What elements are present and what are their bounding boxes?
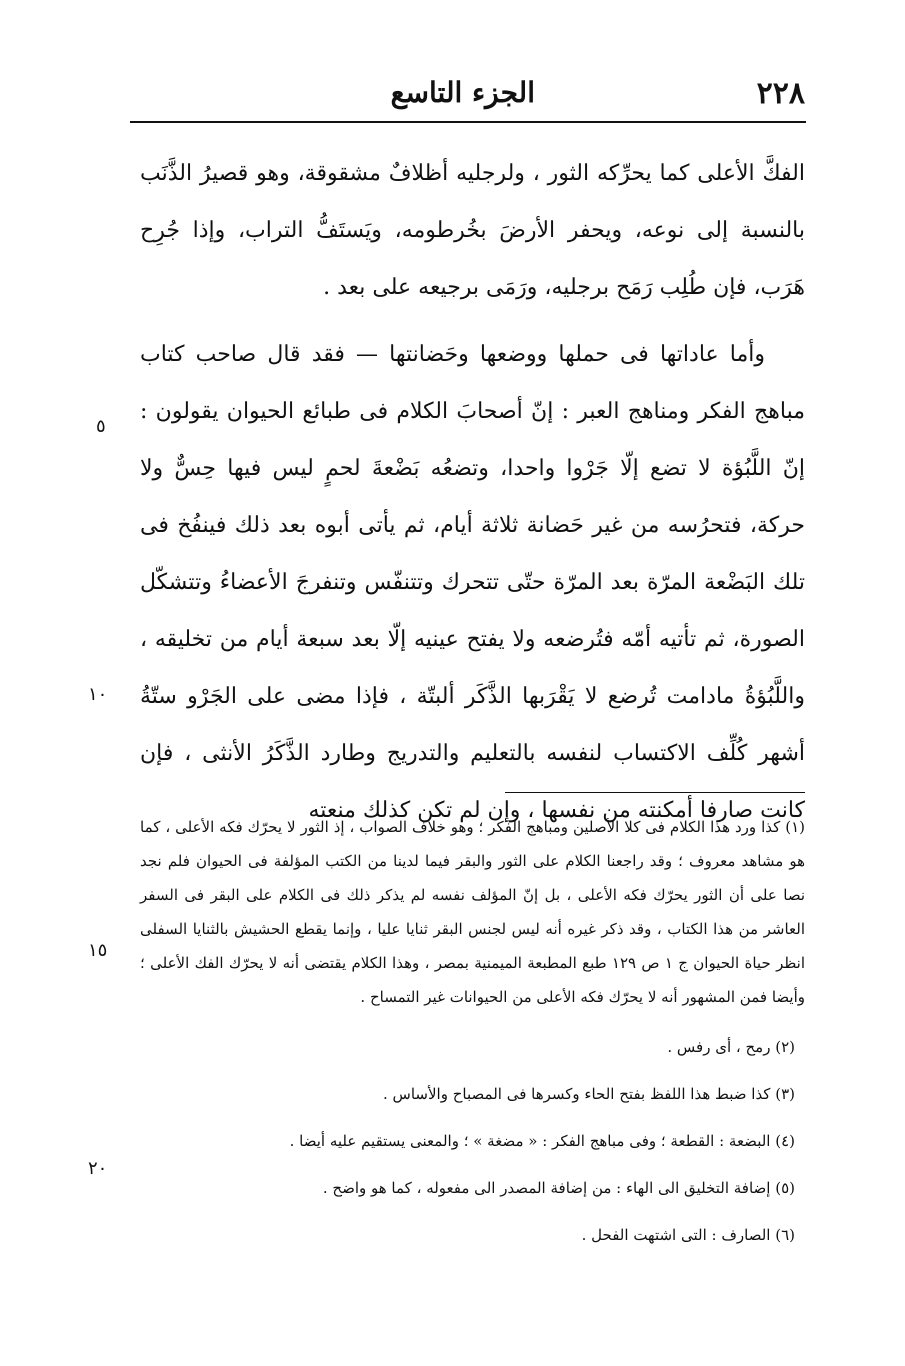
line-number-5: ٥ (96, 416, 106, 437)
footnote-5: (٥) إضافة التخليق الى الهاء : من إضافة المصدر الى مفعوله ، كما هو واضح . (322, 1179, 795, 1197)
body-paragraph-1: الفكَّ الأعلى كما يحرِّكه الثور ، ولرجليه أظلافٌ مشقوقة، وهو قصيرُ الذَّنَب بالنسبة إلى نوعه، ويحفر الأرضَ بخُرطومه، ويَستَفُّ التراب، وإذا جُرِح هَرَب، فإن طُلِب رَمَح برجليه، ورَمَى برجيعه على بعد . (140, 161, 805, 300)
page-number: ٢٢٨ (756, 76, 805, 111)
body-paragraph-2-text: وأما عاداتها فى حملها ووضعها وحَضانتها — فقد قال صاحب كتاب مباهج الفكر ومناهج العبر : إنّ أصحابَ الكلام فى طبائع الحيوان يقولون : إنّ اللَّبُؤة لا تضع إلّا جَرْوا واحدا، وتضعُه بَضْعةَ لحمٍ ليس فيها حِسٌّ ولا حركة، فتحرُسه من غير حَضانة ثلاثة أيام، ثم يأتى أبوه بعد ذلك فينفُخ فى تلك البَضْعة المرّة بعد المرّة حتّى تتحرك وتتنفّس وتنفرجَ الأعضاءُ وتتشكّل الصورة، ثم تأتيه أمّه فتُرضعه ولا يفتح عينيه إلّا بعد سبعة أيام من تخليقه ، واللَّبُؤةُ مادامت تُرضع لا يَقْرَبها الذَّكَر ألبتّة ، فإذا مضى على الجَرْو ستّةُ أشهر كُلِّف الاكتساب لنفسه بالتعليم والتدريج وطارد الذَّكَرُ الأنثى ، فإن كانت صارفا أمكنته من نفسها ، وإن لم تكن كذلك منعته (140, 342, 805, 823)
main-text (140, 145, 805, 839)
running-title: الجزء التاسع (390, 76, 535, 109)
header-rule (130, 121, 806, 123)
footnote-6: (٦) الصارف : التى اشتهت الفحل . (581, 1226, 795, 1244)
line-number-10: ١٠ (88, 684, 108, 705)
footnote-4: (٤) البضعة : القطعة ؛ وفى مباهج الفكر : « مضغة » ؛ والمعنى يستقيم عليه أيضا . (289, 1132, 795, 1150)
footnote-1: (١) كذا ورد هذا الكلام فى كلا الأصلين ومباهج الفكر ؛ وهو خلاف الصواب ، إذ الثور لا يحرّك فكه الأعلى ، كما هو مشاهد معروف ؛ وقد راجعنا الكلام على الثور والبقر فيما لدينا من الكتب المؤلفة فى الحيوان فلم نجد نصا على أن الثور يحرّك فكه الأعلى ، بل إنّ المؤلف نفسه لم يذكر ذلك فى الكلام على البقر فى السفر العاشر من هذا الكتاب ، وقد ذكر غيره أنه ليس لجنس البقر ثنايا عليا ، وإنما يقطع الحشيش بالثنايا السفلى انظر حياة الحيوان ج ١ ص ١٢٩ طبع المطبعة الميمنية بمصر ، وهذا الكلام يقتضى أنه لا يحرّك الفك الأعلى ؛ وأيضا فمن المشهور أنه لا يحرّك فكه الأعلى من الحيوانات غير التمساح . (140, 818, 805, 1006)
page-header (130, 70, 805, 120)
footnote-2: (٢) رمح ، أى رفس . (667, 1038, 795, 1056)
footnotes (140, 810, 805, 1259)
body-paragraph-2 (140, 326, 805, 839)
line-number-20: ٢٠ (88, 1158, 108, 1179)
footnote-separator (505, 792, 805, 793)
footnote-3: (٣) كذا ضبط هذا اللفظ بفتح الحاء وكسرها فى المصباح والأساس . (383, 1085, 795, 1103)
line-number-15: ١٥ (88, 940, 108, 961)
